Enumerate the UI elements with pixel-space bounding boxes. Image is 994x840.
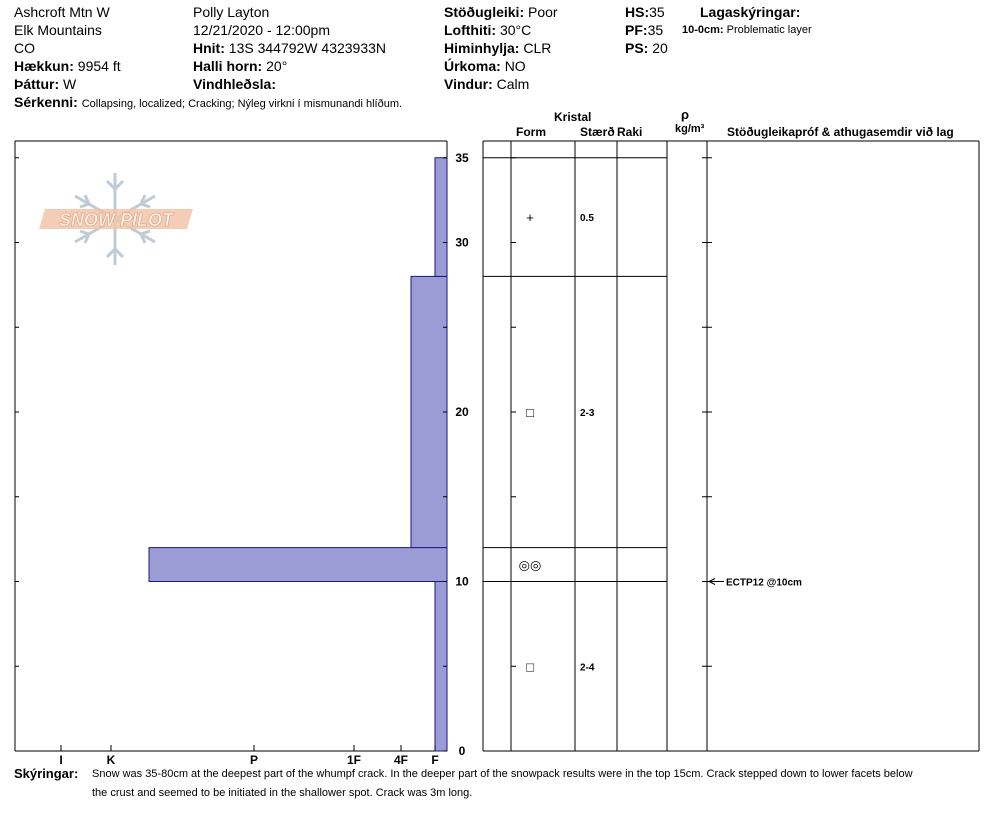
test-result-0: ECTP12 @10cm [726,577,802,589]
coordinates: Hnit: 13S 344792W 4323933N [193,40,387,56]
crystal-table [483,141,979,751]
crystal-header: Kristal [554,110,592,124]
x-tick-label: 1F [346,753,362,767]
density-unit: kg/m³ [675,123,705,135]
y-ticks-left [15,158,19,751]
hardness-bar-3 [435,158,447,277]
sky-cover: Himinhylja: CLR [444,40,552,56]
y-tick-label: 0 [458,744,466,758]
comments-label: Skýringar: [14,766,79,781]
wind-loading: Vindhleðsla: [193,76,276,92]
location-name: Ashcroft Mtn W [14,4,110,20]
grain-form-3: □ [526,659,534,675]
profile-depth: PF:35 [625,22,664,38]
x-tick-label: K [106,753,116,767]
stability: Stöðugleiki: Poor [444,4,558,20]
x-tick-label: I [59,753,63,767]
state: CO [14,40,35,56]
elevation: Hækkun: 9954 ft [14,58,121,74]
slope-angle: Halli horn: 20° [193,58,288,74]
aspect: Þáttur: W [14,76,77,92]
grain-form-0: + [526,210,534,226]
layer-notes-label: Lagaskýringar: [700,4,801,20]
form-header: Form [516,125,546,139]
layer-note: 10-0cm: Problematic layer [682,24,812,36]
y-tick-label: 35 [455,150,469,165]
size-header: Stærð [580,125,615,139]
grain-size-3: 2-4 [580,662,595,674]
observation-datetime: 12/21/2020 - 12:00pm [193,22,330,38]
snow-height: HS:35 [625,4,665,20]
density-symbol: ρ [681,107,690,122]
air-temperature: Lofthiti: 30°C [444,22,532,38]
grain-size-0: 0.5 [580,213,594,225]
grain-size-1: 2-3 [580,408,595,419]
hardness-bar-1 [149,548,447,582]
x-tick-label: 4F [393,753,409,767]
grain-form-2: ◎◎ [518,557,542,573]
snowpilot-logo [39,173,193,265]
wind: Vindur: Calm [444,76,530,92]
y-tick-label: 30 [455,235,469,250]
hardness-bars [149,158,447,751]
mountain-range: Elk Mountains [14,22,102,38]
y-tick-label: 20 [455,405,469,419]
comments-line-2: the crust and seemed to be initiated in the shallower spot. Crack was 3m long. [92,787,473,799]
test-results [709,578,802,589]
layer-cells [519,210,595,674]
tests-header: Stöðugleikapróf & athugasemdir við lag [727,125,954,139]
y-tick-label: 10 [455,574,469,589]
table-ticks [511,158,712,751]
x-ticks [59,745,438,767]
x-tick-label: P [249,753,259,767]
penetration-ski: PS: 20 [625,40,668,56]
precipitation: Úrkoma: NO [444,58,526,74]
grain-form-1: □ [526,405,534,420]
logo-text: SNOW PILOT [59,210,173,230]
features: Sérkenni: Collapsing, localized; Cracking; Nýleg virkni í mismunandi hlíðum. [14,94,403,110]
x-tick-label: F [431,753,439,767]
moisture-header: Raki [617,125,643,139]
hardness-bar-2 [411,276,447,547]
observer-name: Polly Layton [193,4,270,20]
comments-line-1: Snow was 35-80cm at the deepest part of the whumpf crack. In the deeper part of the snowpack results were in the top 15cm. Crack stepped down to lower facets below [92,768,913,780]
